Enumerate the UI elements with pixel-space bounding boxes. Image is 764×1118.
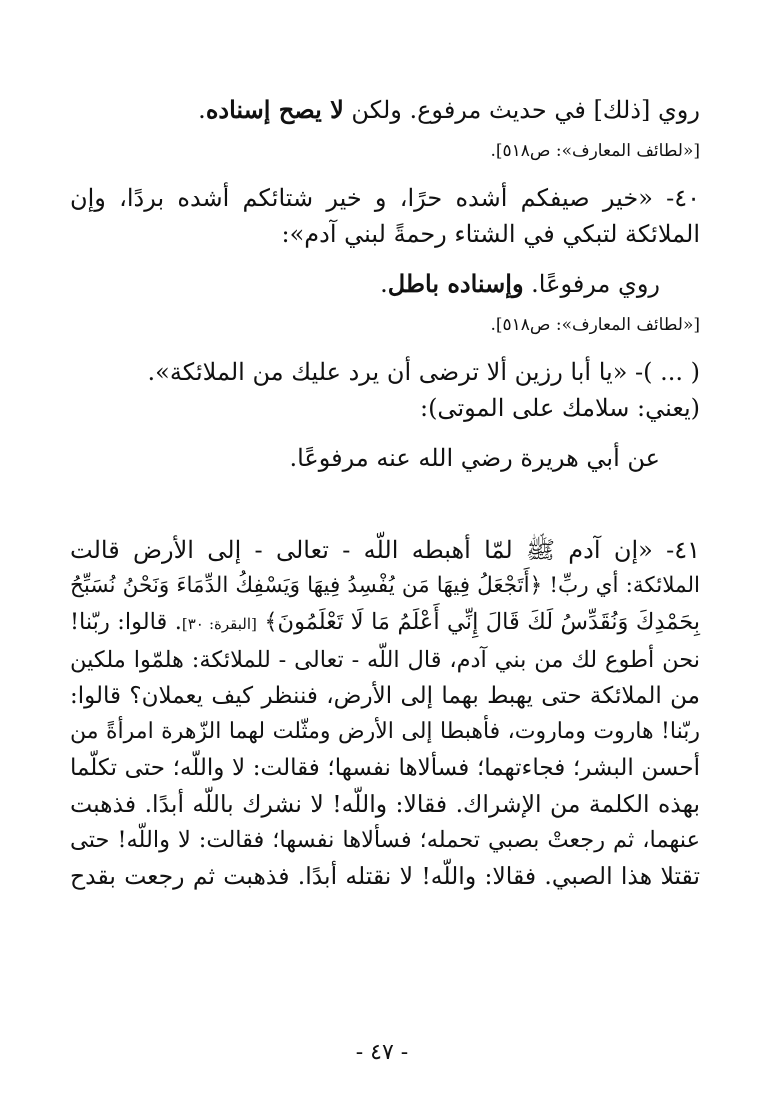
hadith-41-line-8: بهذه الكلمة من الإشراك. فقالا: واللّه! لا نشرك باللّه أبدًا. فذهبت [70, 790, 700, 818]
grading-bold: لا يصح إسناده [205, 95, 344, 124]
source-reference: [«لطائف المعارف»: ص٥١٨]. [490, 315, 700, 335]
hadith-40-line-1: ٤٠- «خير صيفكم أشده حرًا، و خير شتائكم أشده بردًا، وإن [70, 184, 700, 212]
narration-40: روي مرفوعًا. وإسناده باطل. [380, 269, 660, 298]
hadith-41-line-1: ٤١- «إن آدم ﷺ لمّا أهبطه اللّه - تعالى - إلى الأرض قالت [70, 536, 700, 564]
quran-citation: [البقرة: ٣٠] [181, 615, 257, 633]
hadith-41-line-10: تقتلا هذا الصبي. فقالا: واللّه! لا نقتله أبدًا. فذهبت ثم رجعت بقدح [70, 862, 700, 890]
hadith-41-line-6: ربّنا! هاروت وماروت، فأهبطا إلى الأرض ومثّلت لهما الزّهرة امرأةً من [70, 719, 700, 744]
grading-bold: وإسناده باطل [387, 269, 524, 298]
hadith-41-line-3: بِحَمْدِكَ وَنُقَدِّسُ لَكَ قَالَ إِنِّي أَعْلَمُ مَا لَا تَعْلَمُونَ﴾ [البقرة: ٣٠]. قالوا: ربّنا! [70, 609, 700, 635]
source-reference: [«لطائف المعارف»: ص٥١٨]. [490, 141, 700, 161]
hadith-41-line-7: أحسن البشر؛ فجاءتهما؛ فسألاها نفسها؛ فقالت: لا واللّه؛ حتى تكلّما [70, 755, 700, 781]
hadith-unnumbered-line-2: (يعني: سلامك على الموتى): [419, 394, 700, 422]
narration-unnumbered: عن أبي هريرة رضي الله عنه مرفوعًا. [289, 444, 660, 472]
hadith-unnumbered-line-1: ( ... )- «يا أبا رزين ألا ترضى أن يرد عليك من الملائكة». [147, 358, 700, 386]
hadith-40-line-2: الملائكة لتبكي في الشتاء رحمةً لبني آدم»: [281, 220, 700, 248]
hadith-41-line-5: من الملائكة حتى يهبط بهما إلى الأرض، فننظر كيف يعملان؟ قالوا: [70, 683, 700, 709]
page-number: - ٤٧ - [355, 1040, 409, 1065]
page-body [70, 92, 700, 894]
hadith-41-line-4: نحن أطوع لك من بني آدم، قال اللّه - تعالى - للملائكة: هلمّوا ملكين [70, 647, 700, 673]
narration-prev: روي [ذلك] في حديث مرفوع. ولكن لا يصح إسناده. [198, 95, 700, 124]
hadith-41-line-2: الملائكة: أي ربِّ! ﴿أَتَجْعَلُ فِيهَا مَن يُفْسِدُ فِيهَا وَيَسْفِكُ الدِّمَاءَ وَنَحْنُ نُسَبِّحُ [70, 573, 700, 598]
hadith-41-line-9: عنهما، ثم رجعتْ بصبي تحمله؛ فسألاها نفسها؛ فقالت: لا واللّه! حتى [70, 827, 700, 853]
